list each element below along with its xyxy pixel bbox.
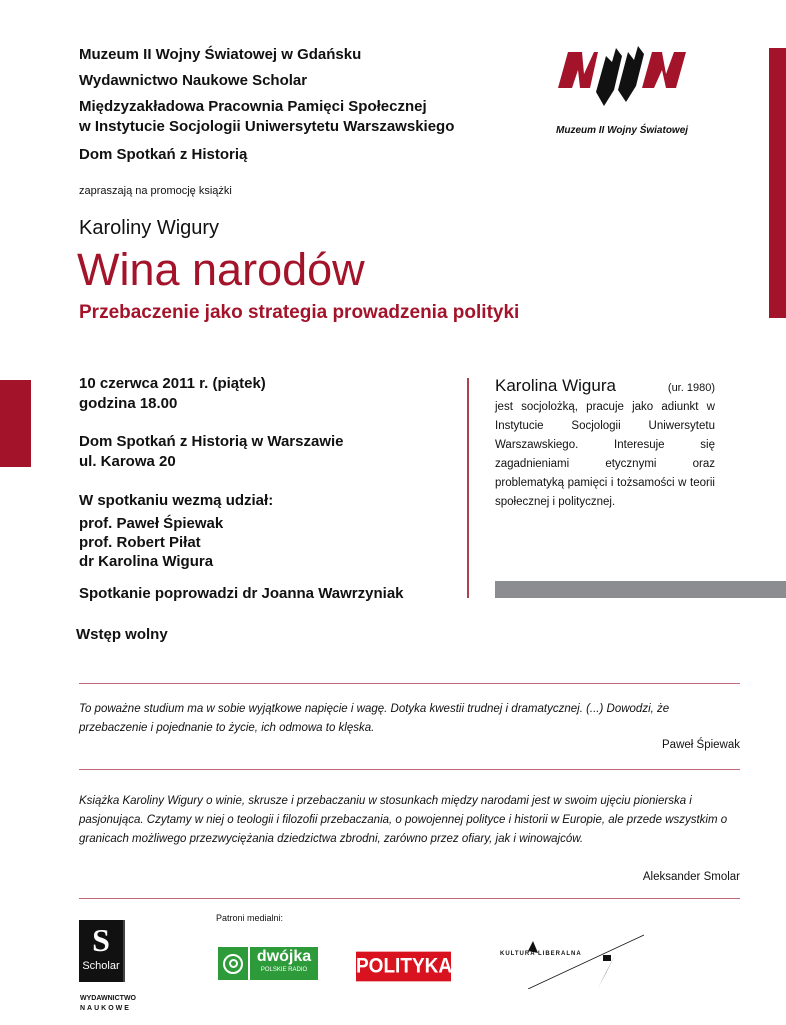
bio-text: jest socjolożką, pracuje jako adiunkt w Instytucie Socjologii Uniwersytetu Warszawskiego. Interesuje się zagadnieniami etycznymi oraz problematyką pamięci i tożsamości w teorii społecznej i politycznej.	[495, 401, 715, 508]
organizer-museum: Muzeum II Wojny Światowej w Gdańsku	[79, 46, 362, 63]
author-name: Karoliny Wigury	[79, 217, 220, 239]
media-patrons-label: Patroni medialni:	[216, 913, 284, 923]
organizer-scholar: Wydawnictwo Naukowe Scholar	[79, 72, 308, 89]
dwojka-circle-icon	[218, 947, 250, 980]
kultura-liberalna-logo	[498, 933, 646, 989]
quote-author: Paweł Śpiewak	[662, 739, 740, 751]
invite-text: zapraszają na promocję książki	[79, 185, 232, 197]
event-date: 10 czerwca 2011 r. (piątek)	[79, 375, 266, 392]
participant: prof. Paweł Śpiewak	[79, 515, 224, 532]
kultura-liberalna-text: KULTURA LIBERALNA	[500, 951, 582, 957]
author-bio	[495, 376, 715, 512]
bio-born: (ur. 1980)	[667, 382, 715, 394]
red-accent-bar-right	[769, 48, 786, 318]
dwojka-name: dwójka	[256, 948, 312, 965]
participant: prof. Robert Piłat	[79, 534, 201, 551]
participant: dr Karolina Wigura	[79, 553, 214, 570]
entry-info: Wstęp wolny	[76, 626, 168, 643]
organizer-pracownia: Międzyzakładowa Pracownia Pamięci Społecznej	[79, 98, 427, 115]
column-divider	[467, 378, 469, 598]
museum-logo-mark	[556, 44, 706, 116]
museum-logo	[556, 44, 706, 136]
event-address: ul. Karowa 20	[79, 453, 176, 470]
polityka-logo: POLITYKA	[356, 952, 451, 982]
dwojka-sub: POLSKIE RADIO	[260, 967, 308, 973]
book-subtitle: Przebaczenie jako strategia prowadzenia polityki	[79, 302, 520, 323]
organizer-dom-spotkan: Dom Spotkań z Historią	[79, 146, 248, 163]
participants-heading: W spotkaniu wezmą udział:	[79, 492, 274, 509]
divider	[79, 898, 740, 899]
kultura-liberalna-graphic	[498, 933, 646, 989]
dwojka-logo	[218, 947, 318, 980]
quote-text: To poważne studium ma w sobie wyjątkowe napięcie i wagę. Dotyka kwestii trudnej i dramatycznej. (...) Dowodzi, że przebaczenie i pojednanie to życie, ich odmowa to klęska.	[79, 703, 670, 734]
grey-accent-bar	[495, 581, 786, 598]
scholar-logo-name: Scholar	[82, 960, 120, 972]
event-time: godzina 18.00	[79, 395, 178, 412]
book-title: Wina narodów	[77, 244, 365, 295]
moderator: Spotkanie poprowadzi dr Joanna Wawrzyniak	[79, 585, 404, 602]
quote-author: Aleksander Smolar	[642, 871, 740, 883]
organizer-pracownia-line2: w Instytucie Socjologii Uniwersytetu Warszawskiego	[79, 118, 455, 135]
divider	[79, 683, 740, 684]
event-venue: Dom Spotkań z Historią w Warszawie	[79, 433, 344, 450]
scholar-logo	[79, 920, 125, 982]
scholar-caption-1: WYDAWNICTWO	[80, 995, 136, 1002]
scholar-caption-2: NAUKOWE	[80, 1005, 131, 1012]
scholar-logo-letter: S	[92, 922, 110, 958]
bio-name: Karolina Wigura	[495, 376, 616, 395]
quote-text: Książka Karoliny Wigury o winie, skrusze i przebaczaniu w stosunkach między narodami jest w swoim ujęciu pionierska i pasjonująca. Czytamy w niej o teologii i filozofii przebaczania, o powojennej polityce i historii w Europie, ale przede wszystkim o granicach możliwego przezwyciężania dziedzictwa zbrodni, zarówno przez ofiary, jak i winowajców.	[79, 795, 728, 845]
museum-logo-caption: Muzeum II Wojny Światowej	[556, 125, 689, 136]
divider	[79, 769, 740, 770]
red-accent-bar-left	[0, 380, 31, 467]
